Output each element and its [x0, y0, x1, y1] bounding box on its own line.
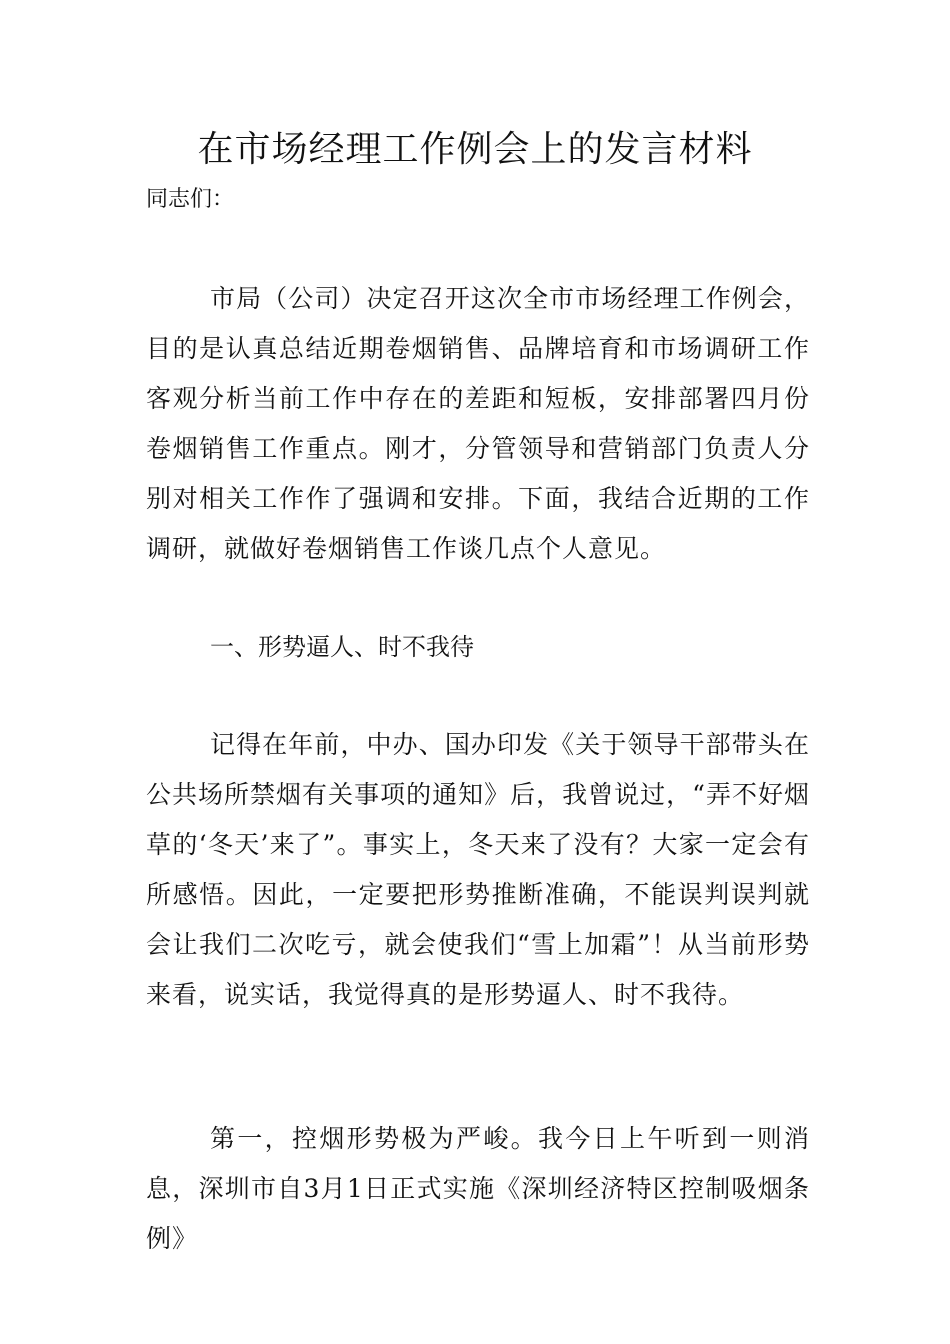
paragraph-intro: 市局（公司）决定召开这次全市市场经理工作例会，目的是认真总结近期卷烟销售、品牌培育和市场调研工作客观分析当前工作中存在的差距和短板，安排部署四月份卷烟销售工作重点。刚才，分管领导和营销部门负责人分别对相关工作作了强调和安排。下面，我结合近期的工作调研，就做好卷烟销售工作谈几点个人意见。 [146, 284, 810, 563]
document-title: 在市场经理工作例会上的发言材料 [197, 129, 753, 170]
paragraph-first-point: 第一，控烟形势极为严峻。我今日上午听到一则消息，深圳市自3月1日正式实施《深圳经济特区控制吸烟条例》 [146, 1124, 810, 1253]
section-heading: 一、形势逼人、时不我待 [210, 633, 474, 661]
paragraph-memory: 记得在年前，中办、国办印发《关于领导干部带头在公共场所禁烟有关事项的通知》后，我曾说过，“弄不好烟草的‘冬天’来了”。事实上，冬天来了没有？大家一定会有所感悟。因此，一定要把形势推断准确，不能误判误判就会让我们二次吃亏，就会使我们“雪上加霜”！从当前形势来看，说实话，我觉得真的是形势逼人、时不我待。 [146, 730, 810, 1009]
salutation: 同志们： [146, 187, 235, 212]
